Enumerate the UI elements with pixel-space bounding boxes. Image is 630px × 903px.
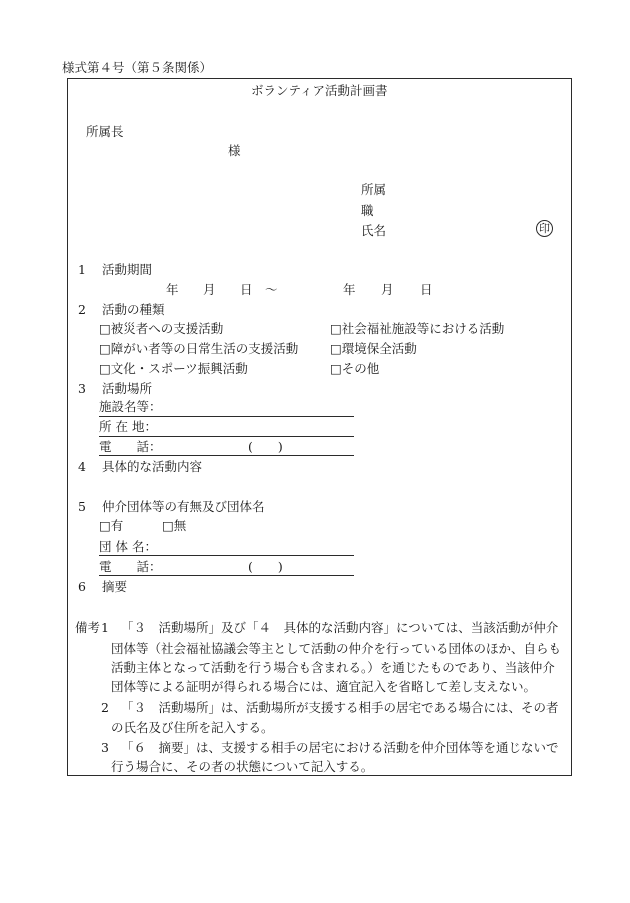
- phone-field[interactable]: [99, 455, 354, 456]
- remark-line: 「６ 摘要」は、支援する相手の居宅における活動を仲介団体等を通じないで: [121, 740, 559, 755]
- org-phone-field[interactable]: [99, 575, 354, 576]
- checkbox-culture-sports[interactable]: □文化・スポーツ振興活動: [99, 361, 248, 376]
- section-title: 活動場所: [102, 381, 153, 396]
- organization-name-label: 団 体 名：: [99, 539, 157, 554]
- remark-number: 1: [101, 620, 109, 635]
- remark-line: 団体等（社会福祉協議会等主として活動の仲介を行っている団体のほか、自らも: [111, 641, 562, 656]
- section-place-heading: [78, 383, 152, 396]
- section-details-heading: [78, 461, 202, 474]
- checkbox-welfare-facility[interactable]: □社会福祉施設等における活動: [330, 321, 505, 336]
- checkbox-intermediary-no[interactable]: □無: [162, 518, 187, 533]
- remarks-label: 備考: [75, 620, 101, 635]
- remark-line: 行う場合に、その者の状態について記入する。: [111, 759, 374, 774]
- section-number: 2: [78, 302, 86, 317]
- checkbox-other[interactable]: □その他: [330, 361, 380, 376]
- remark-line: 「３ 活動場所」は、活動場所が支援する相手の居宅である場合には、その者: [121, 700, 559, 715]
- position-label: 職: [361, 203, 374, 218]
- to-year-unit: 年: [343, 282, 356, 297]
- section-title: 活動期間: [102, 262, 153, 277]
- phone-area-paren: ( ): [248, 439, 283, 454]
- checkbox-disability-support[interactable]: □障がい者等の日常生活の支援活動: [99, 341, 299, 356]
- org-phone-label: 電 話：: [99, 559, 162, 574]
- remark-line: の氏名及び住所を記入する。: [111, 720, 274, 735]
- org-phone-area-paren: ( ): [248, 559, 283, 574]
- remark-line: 「３ 活動場所」及び「４ 具体的な活動内容」については、当該活動が仲介: [121, 620, 559, 635]
- form-number: 様式第４号（第５条関係）: [62, 60, 213, 75]
- section-number: 5: [78, 499, 86, 514]
- section-summary-heading: [78, 581, 127, 594]
- section-period-heading: [78, 264, 152, 277]
- remark-number: 3: [101, 740, 109, 755]
- section-type-heading: [78, 304, 165, 317]
- from-month-unit: 月: [203, 282, 216, 297]
- to-month-unit: 月: [381, 282, 394, 297]
- honorific: 様: [228, 143, 241, 158]
- facility-name-label: 施設名等：: [99, 399, 162, 414]
- section-number: 1: [78, 262, 86, 277]
- section-title: 摘要: [102, 579, 128, 594]
- section-number: 4: [78, 459, 86, 474]
- document-title: ボランティア活動計画書: [251, 83, 388, 98]
- section-intermediary-heading: [78, 501, 265, 514]
- section-number: 3: [78, 381, 86, 396]
- section-title: 仲介団体等の有無及び団体名: [102, 499, 265, 514]
- organization-name-field[interactable]: [99, 555, 354, 556]
- checkbox-environment[interactable]: □環境保全活動: [330, 341, 417, 356]
- checkbox-disaster-support[interactable]: □被災者への支援活動: [99, 321, 224, 336]
- affiliation-label: 所属: [361, 182, 387, 197]
- seal-mark: 印: [536, 220, 553, 237]
- facility-name-field[interactable]: [99, 416, 354, 417]
- to-day-unit: 日: [420, 282, 433, 297]
- section-title: 具体的な活動内容: [102, 459, 203, 474]
- name-label: 氏名: [361, 223, 387, 238]
- remark-line: 団体等による証明が得られる場合には、適宜記入を省略して差し支えない。: [111, 679, 537, 694]
- address-field[interactable]: [99, 436, 354, 437]
- remark-line: 活動主体となって活動を行う場合も含まれる。）を通じたものであり、当該仲介: [111, 660, 555, 675]
- from-year-unit: 年: [166, 282, 179, 297]
- from-day-unit: 日: [240, 282, 253, 297]
- section-title: 活動の種類: [102, 302, 165, 317]
- address-label: 所 在 地：: [99, 419, 157, 434]
- section-number: 6: [78, 579, 86, 594]
- period-tilde: ～: [265, 282, 278, 297]
- checkbox-intermediary-yes[interactable]: □有: [99, 518, 124, 533]
- addressee: 所属長: [86, 124, 124, 139]
- remark-number: 2: [101, 700, 109, 715]
- phone-label: 電 話：: [99, 439, 162, 454]
